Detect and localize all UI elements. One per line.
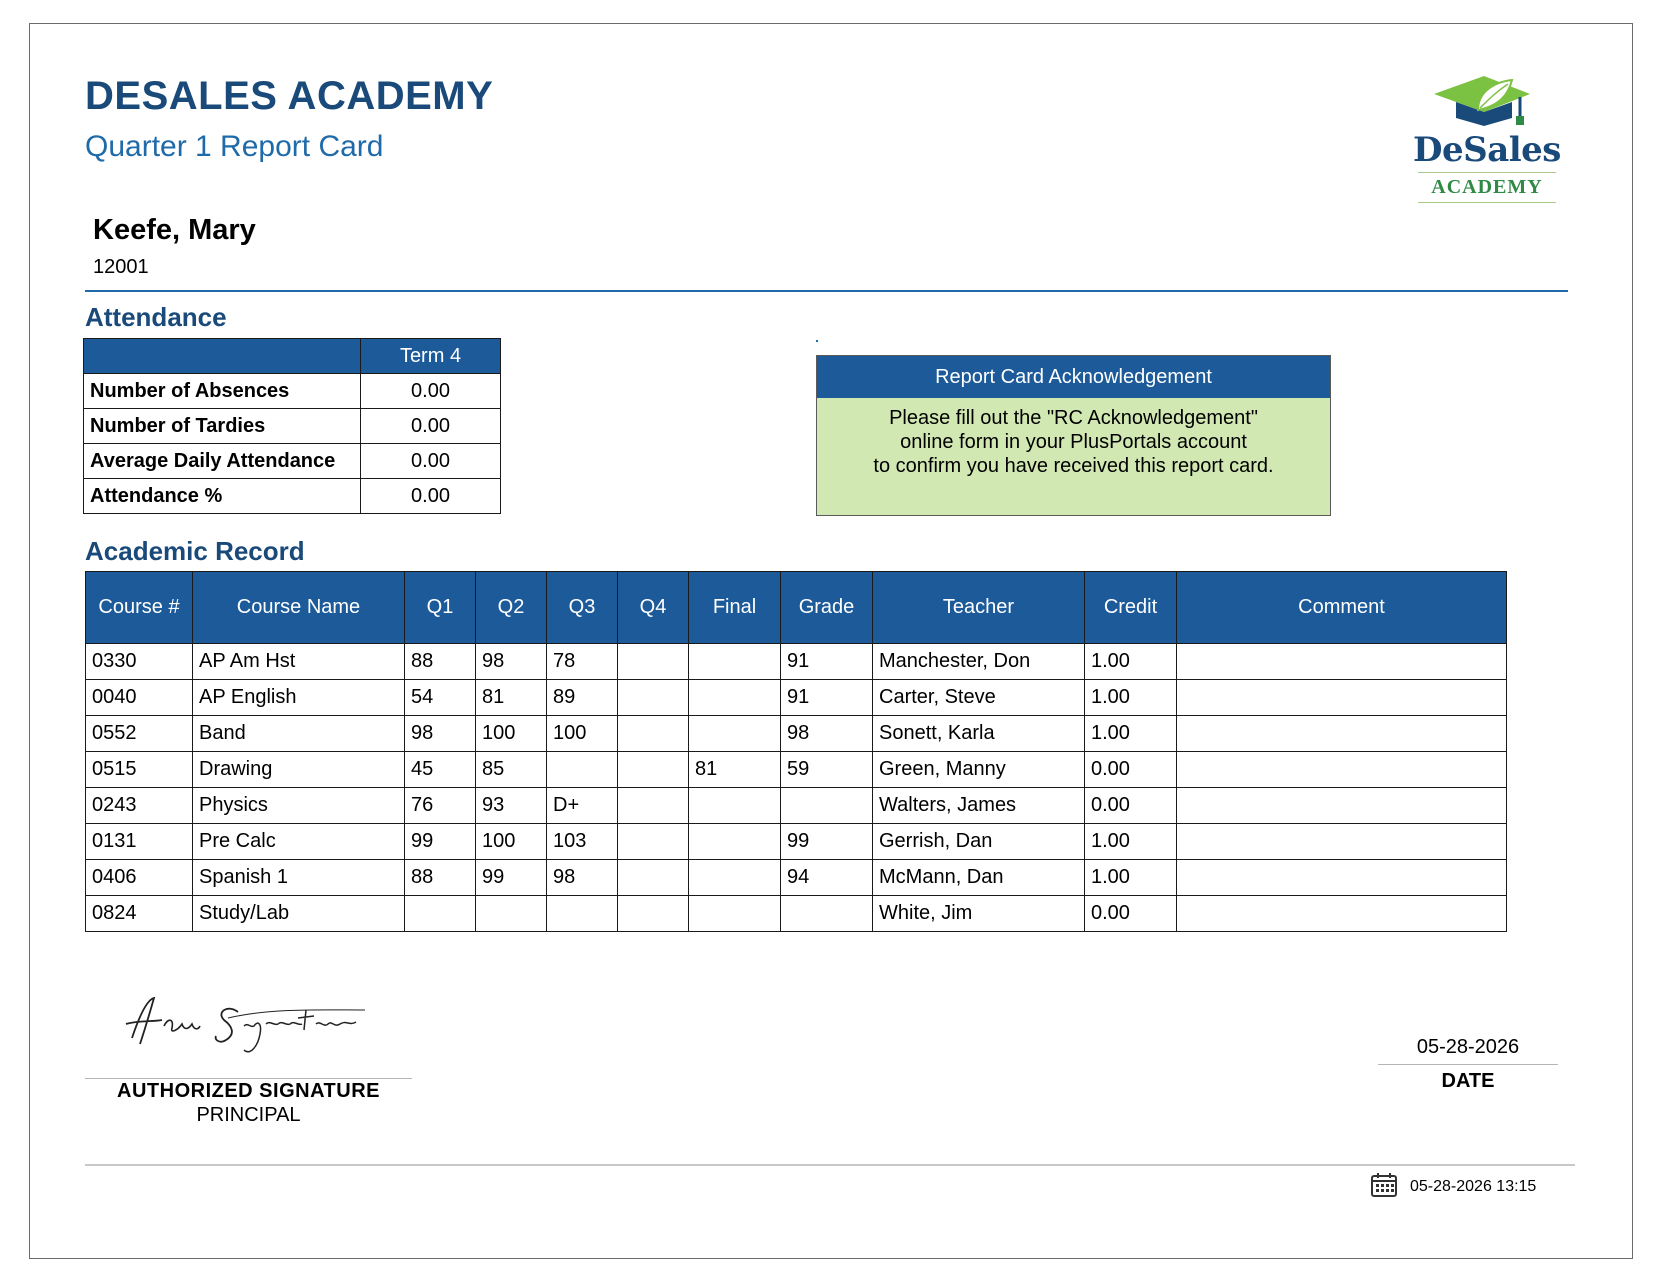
col-header-q4: Q4: [618, 572, 689, 644]
cell-course-name: Physics: [193, 788, 405, 824]
logo-subtitle: ACADEMY: [1431, 176, 1543, 198]
cell-teacher: Walters, James: [873, 788, 1085, 824]
cell-comment: [1177, 896, 1507, 932]
cell-final: [689, 644, 781, 680]
cell-final: [689, 716, 781, 752]
cell-teacher: Sonett, Karla: [873, 716, 1085, 752]
school-logo: [1412, 74, 1562, 208]
cell-q3: D+: [547, 788, 618, 824]
logo-divider: [1418, 172, 1556, 173]
cell-grade: 59: [781, 752, 873, 788]
cell-course-name: Spanish 1: [193, 860, 405, 896]
generated-timestamp: 05-28-2026 13:15: [1410, 1178, 1537, 1195]
school-name: DESALES ACADEMY: [85, 74, 494, 118]
cell-final: [689, 896, 781, 932]
cell-grade: [781, 788, 873, 824]
table-row: [86, 860, 1507, 896]
cell-q1: 54: [405, 680, 476, 716]
student-id: 12001: [93, 256, 149, 278]
cell-q4: [618, 896, 689, 932]
col-header-q3: Q3: [547, 572, 618, 644]
cell-course-name: Drawing: [193, 752, 405, 788]
cell-course-name: Band: [193, 716, 405, 752]
graduation-cap-leaf-icon: [1412, 74, 1562, 134]
signature-image: [120, 990, 370, 1060]
attendance-header-row: [84, 339, 501, 374]
cell-comment: [1177, 644, 1507, 680]
cell-final: [689, 824, 781, 860]
calendar-icon: [1370, 1172, 1398, 1198]
date-line: [1378, 1064, 1558, 1065]
cell-final: [689, 680, 781, 716]
cell-grade: [781, 896, 873, 932]
cell-course-name: Pre Calc: [193, 824, 405, 860]
cell-course-number: 0330: [86, 644, 193, 680]
cell-credit: 0.00: [1085, 752, 1177, 788]
cell-course-number: 0824: [86, 896, 193, 932]
cell-grade: 91: [781, 644, 873, 680]
cell-course-name: AP Am Hst: [193, 644, 405, 680]
attendance-label: Attendance %: [84, 479, 361, 514]
table-row: [86, 680, 1507, 716]
cell-q2: [476, 896, 547, 932]
col-header-q1: Q1: [405, 572, 476, 644]
attendance-label: Average Daily Attendance: [84, 444, 361, 479]
student-name: Keefe, Mary: [93, 214, 256, 246]
cell-q2: 100: [476, 824, 547, 860]
cell-q1: 88: [405, 644, 476, 680]
col-header-course-number: Course #: [86, 572, 193, 644]
cell-credit: 0.00: [1085, 896, 1177, 932]
acknowledgement-message: [817, 398, 1330, 478]
cell-q3: [547, 752, 618, 788]
decorative-dot: [816, 340, 818, 342]
term-header: Term 4: [361, 339, 501, 374]
cell-teacher: Manchester, Don: [873, 644, 1085, 680]
attendance-table: [83, 338, 501, 514]
acknowledgement-box: [816, 355, 1331, 516]
acknowledgement-line: to confirm you have received this report card.: [873, 455, 1274, 477]
cell-course-number: 0406: [86, 860, 193, 896]
cell-grade: 91: [781, 680, 873, 716]
cell-q3: 98: [547, 860, 618, 896]
table-row: [86, 752, 1507, 788]
signature-label: AUTHORIZED SIGNATURE: [117, 1080, 380, 1102]
cell-course-number: 0515: [86, 752, 193, 788]
col-header-comment: Comment: [1177, 572, 1507, 644]
attendance-row: [84, 479, 501, 514]
cell-credit: 0.00: [1085, 788, 1177, 824]
cell-q1: 76: [405, 788, 476, 824]
logo-wordmark: DeSales: [1413, 130, 1561, 170]
cell-credit: 1.00: [1085, 824, 1177, 860]
cell-q2: 98: [476, 644, 547, 680]
cell-q1: 98: [405, 716, 476, 752]
cell-credit: 1.00: [1085, 644, 1177, 680]
cell-q2: 81: [476, 680, 547, 716]
cell-q1: 99: [405, 824, 476, 860]
cell-final: 81: [689, 752, 781, 788]
cell-comment: [1177, 680, 1507, 716]
cell-course-number: 0243: [86, 788, 193, 824]
cell-grade: 99: [781, 824, 873, 860]
col-header-q2: Q2: [476, 572, 547, 644]
table-row: [86, 716, 1507, 752]
cell-q4: [618, 860, 689, 896]
cell-q2: 100: [476, 716, 547, 752]
attendance-value: 0.00: [361, 374, 501, 409]
cell-comment: [1177, 716, 1507, 752]
cell-q3: 89: [547, 680, 618, 716]
attendance-value: 0.00: [361, 479, 501, 514]
attendance-row: [84, 409, 501, 444]
cell-credit: 1.00: [1085, 860, 1177, 896]
attendance-value: 0.00: [361, 444, 501, 479]
date-label: DATE: [1441, 1070, 1495, 1092]
col-header-teacher: Teacher: [873, 572, 1085, 644]
cell-q4: [618, 824, 689, 860]
signature-role: PRINCIPAL: [196, 1104, 301, 1126]
cell-q2: 93: [476, 788, 547, 824]
logo-divider: [1418, 202, 1556, 203]
attendance-label: Number of Tardies: [84, 409, 361, 444]
signature-line: [85, 1078, 412, 1079]
cell-course-number: 0040: [86, 680, 193, 716]
table-row: [86, 896, 1507, 932]
cell-credit: 1.00: [1085, 680, 1177, 716]
cell-q2: 85: [476, 752, 547, 788]
cell-comment: [1177, 788, 1507, 824]
col-header-final: Final: [689, 572, 781, 644]
cell-credit: 1.00: [1085, 716, 1177, 752]
cell-course-name: AP English: [193, 680, 405, 716]
report-title: Quarter 1 Report Card: [85, 130, 384, 163]
table-row: [86, 644, 1507, 680]
attendance-value: 0.00: [361, 409, 501, 444]
cell-q3: 103: [547, 824, 618, 860]
cell-q4: [618, 716, 689, 752]
cell-comment: [1177, 860, 1507, 896]
cell-q4: [618, 644, 689, 680]
academic-header-row: [86, 572, 1507, 644]
attendance-header-blank: [84, 339, 361, 374]
col-header-grade: Grade: [781, 572, 873, 644]
acknowledgement-line: online form in your PlusPortals account: [900, 431, 1247, 453]
cell-teacher: White, Jim: [873, 896, 1085, 932]
signature-date: 05-28-2026: [1416, 1036, 1520, 1058]
header-divider: [85, 290, 1568, 292]
cell-q4: [618, 680, 689, 716]
acknowledgement-line: Please fill out the "RC Acknowledgement": [889, 407, 1258, 429]
cell-grade: 94: [781, 860, 873, 896]
cell-teacher: Carter, Steve: [873, 680, 1085, 716]
cell-q4: [618, 752, 689, 788]
cell-course-number: 0131: [86, 824, 193, 860]
cell-q1: [405, 896, 476, 932]
academic-record-table: [85, 571, 1507, 932]
cell-final: [689, 788, 781, 824]
academic-table-body: [86, 644, 1507, 932]
attendance-row: [84, 374, 501, 409]
attendance-title: Attendance: [85, 302, 227, 332]
attendance-row: [84, 444, 501, 479]
cell-final: [689, 860, 781, 896]
cell-q3: 78: [547, 644, 618, 680]
cell-q2: 99: [476, 860, 547, 896]
cell-q3: 100: [547, 716, 618, 752]
academic-record-title: Academic Record: [85, 536, 305, 566]
cell-comment: [1177, 752, 1507, 788]
attendance-label: Number of Absences: [84, 374, 361, 409]
cell-grade: 98: [781, 716, 873, 752]
table-row: [86, 788, 1507, 824]
cell-q1: 88: [405, 860, 476, 896]
footer-divider: [85, 1164, 1575, 1166]
cell-teacher: McMann, Dan: [873, 860, 1085, 896]
cell-teacher: Gerrish, Dan: [873, 824, 1085, 860]
cell-q1: 45: [405, 752, 476, 788]
cell-comment: [1177, 824, 1507, 860]
table-row: [86, 824, 1507, 860]
col-header-course-name: Course Name: [193, 572, 405, 644]
cell-q4: [618, 788, 689, 824]
col-header-credit: Credit: [1085, 572, 1177, 644]
cell-q3: [547, 896, 618, 932]
acknowledgement-title: Report Card Acknowledgement: [817, 356, 1330, 398]
cell-course-number: 0552: [86, 716, 193, 752]
cell-teacher: Green, Manny: [873, 752, 1085, 788]
cell-course-name: Study/Lab: [193, 896, 405, 932]
